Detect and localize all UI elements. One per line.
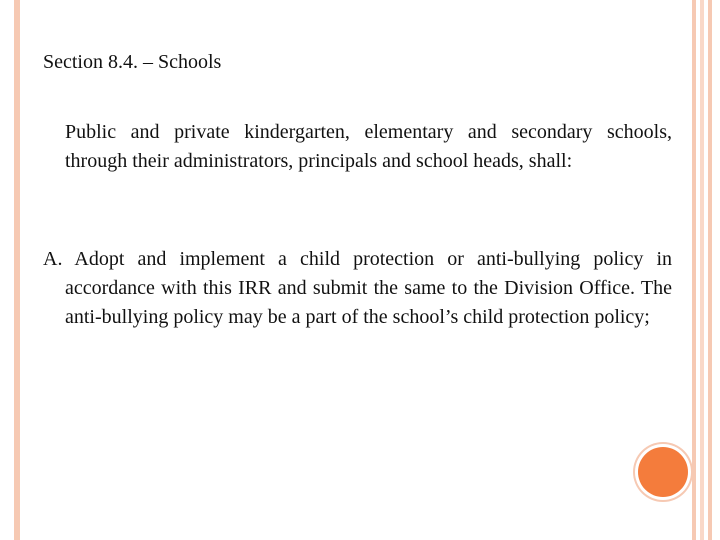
list-item-a: A. Adopt and implement a child protection or anti-bullying policy in accordance with this IRR and submit the same to the Division Office. The anti-bullying policy may be a part of the school’s child protection policy; — [43, 248, 672, 328]
right-border-stripe — [700, 0, 704, 540]
slide-title: Section 8.4. – Schools — [43, 51, 222, 73]
orange-circle-decoration — [638, 447, 688, 497]
right-border-stripe — [708, 0, 712, 540]
right-border-stripe — [692, 0, 696, 540]
left-border-decoration — [0, 0, 20, 540]
intro-paragraph: Public and private kindergarten, elementary and secondary schools, through their administrators, principals and school heads, shall: — [65, 121, 672, 172]
